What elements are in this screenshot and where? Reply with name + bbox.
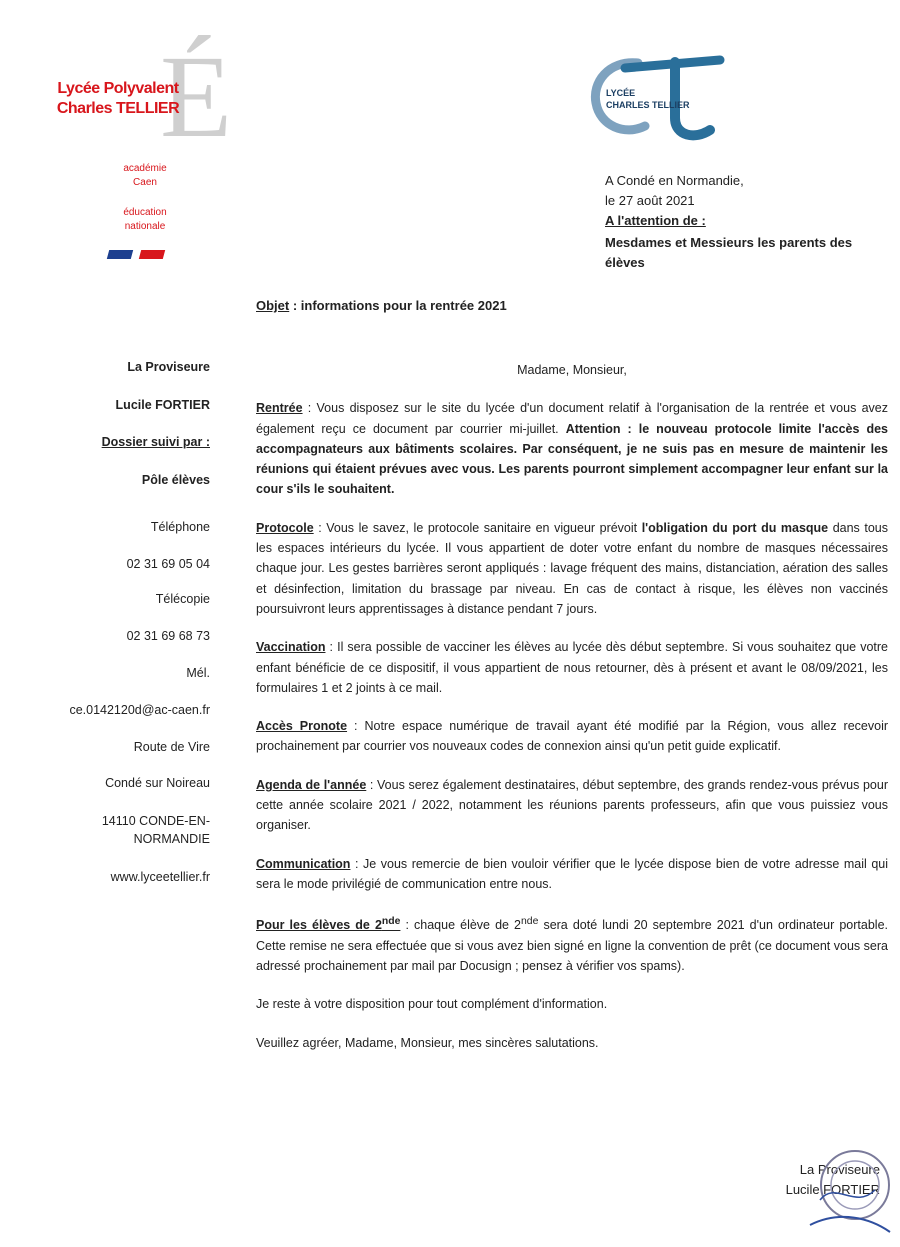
mail-label: Mél. bbox=[186, 666, 210, 680]
dossier-value: Pôle élèves bbox=[141, 473, 210, 487]
greeting: Madame, Monsieur, bbox=[517, 363, 627, 377]
fax-label: Télécopie bbox=[155, 592, 210, 606]
rentree-label: Rentrée bbox=[256, 401, 303, 416]
paragraph-rentree bbox=[256, 398, 888, 499]
e-letter-logo-mark: É bbox=[160, 31, 233, 162]
website: www.lyceetellier.fr bbox=[110, 870, 210, 884]
agenda-text: : Vous serez également destinataires, début septembre, des grands rendez-vous prévus pour cette année scolaire 2021 / 2022, notamment les réunions parents professeurs, afin que vous puissiez vous organiser. bbox=[256, 777, 888, 833]
closing-line1: Je reste à votre disposition pour tout complément d'information. bbox=[256, 997, 608, 1012]
tel-label: Téléphone bbox=[150, 520, 210, 534]
address-line2: Condé sur Noireau bbox=[105, 776, 210, 790]
rentree-bold: Attention : le nouveau protocole limite l'accès des accompagnateurs aux bâtiments scolaires. Par conséquent, je ne suis pas en mesure de maintenir les réunions qui étaient prévues avec vous. Les parents pourront simplement accompagner leur enfant sur la cour s'ils le souhaitent. bbox=[256, 421, 888, 497]
left-name: Lucile FORTIER bbox=[115, 398, 210, 412]
logo-school-line2: Charles TELLIER bbox=[56, 100, 180, 117]
acces-label: Accès Pronote bbox=[256, 719, 348, 734]
rentree-text: : Vous disposez sur le site du lycée d'un document relatif à l'organisation de la rentrée et vous avez également reçu ce document par courrier mi-juillet. bbox=[256, 401, 888, 436]
left-title: La Proviseure bbox=[127, 360, 210, 374]
attention-label: A l'attention de : bbox=[605, 213, 706, 228]
letter-body bbox=[256, 360, 888, 1071]
fax-value: 02 31 69 68 73 bbox=[126, 629, 210, 643]
paragraph-eleves-2nde bbox=[256, 912, 888, 976]
logo-ministere-line1: éducation bbox=[123, 207, 167, 218]
protocole-label: Protocole bbox=[256, 520, 314, 535]
lycee-logo-left bbox=[40, 31, 233, 268]
place-line: A Condé en Normandie, bbox=[605, 173, 744, 188]
object-label: Objet bbox=[256, 298, 290, 313]
tel-value: 02 31 69 05 04 bbox=[126, 557, 210, 571]
communication-label: Communication bbox=[256, 856, 351, 871]
vaccination-label: Vaccination bbox=[256, 640, 326, 655]
paragraph-agenda bbox=[256, 775, 888, 836]
logo-right-line2: CHARLES TELLIER bbox=[606, 100, 690, 110]
flag-blue-stripe bbox=[107, 250, 133, 259]
paragraph-communication bbox=[256, 854, 888, 895]
protocole-text2: dans tous les espaces intérieurs du lycée. Il vous appartient de doter votre enfant du nombre de masques nécessaires chaque jour. Les gestes barrières seront appliqués : lavage fréquent des mains, distanciation, aération des salles et désinfection, limitation du brassage par niveau. En cas de contact à risque, les élèves non vaccinés poursuivront leurs apprentissages à distance pendant 7 jours. bbox=[256, 520, 888, 616]
eleves-label bbox=[256, 918, 400, 932]
object-line bbox=[256, 296, 507, 316]
signature-name: Lucile FORTIER bbox=[785, 1182, 880, 1197]
logo-school-line1: Lycée Polyvalent bbox=[57, 80, 179, 97]
recipients-line2: élèves bbox=[605, 255, 645, 270]
dossier-label: Dossier suivi par : bbox=[101, 435, 210, 449]
protocole-bold: l'obligation du port du masque bbox=[641, 520, 829, 535]
ct-logo-mark bbox=[590, 48, 780, 143]
logo-ministere-line2: nationale bbox=[124, 221, 166, 232]
official-stamp-seal bbox=[800, 1140, 895, 1245]
logo-academie-line1: académie bbox=[123, 163, 167, 174]
acces-text: : Notre espace numérique de travail ayant été modifié par la Région, vous allez recevoir prochainement par courrier vos nouveaux codes de connexion ainsi qu'un petit guide explicatif. bbox=[256, 719, 889, 754]
vaccination-text: : Il sera possible de vacciner les élèves au lycée dès début septembre. Si vous souhaitez que votre enfant bénéficie de ce dispositif, il vous appartient de nous retourner, dès à présent et avant le 08/09/2021, les formulaires 1 et 2 joints à ce mail. bbox=[256, 640, 888, 695]
protocole-text1: : Vous le savez, le protocole sanitaire en vigueur prévoit bbox=[313, 520, 642, 535]
eleves-text-sup: nde bbox=[521, 916, 539, 928]
eleves-text1: : chaque élève de 2 bbox=[400, 918, 521, 933]
date-line: le 27 août 2021 bbox=[605, 193, 695, 208]
communication-text: : Je vous remercie de bien vouloir vérifier que le lycée dispose bien de votre adresse mail qui sera le mode privilégié de communication entre nous. bbox=[256, 856, 888, 891]
object-text: : informations pour la rentrée 2021 bbox=[289, 298, 507, 313]
eleves-label-text: Pour les élèves de 2 bbox=[256, 918, 382, 933]
flag-red-stripe bbox=[139, 250, 165, 259]
paragraph-protocole bbox=[256, 518, 888, 619]
signature-title: La Proviseure bbox=[799, 1162, 880, 1177]
eleves-label-sup: nde bbox=[381, 916, 401, 928]
recipients-line1: Mesdames et Messieurs les parents des bbox=[605, 235, 853, 250]
logo-academie-line2: Caen bbox=[133, 177, 157, 188]
paragraph-acces-pronote bbox=[256, 716, 888, 757]
mail-value: ce.0142120d@ac-caen.fr bbox=[69, 703, 210, 717]
address-line1: Route de Vire bbox=[133, 740, 210, 754]
agenda-label: Agenda de l'année bbox=[256, 777, 367, 792]
address-line3a: 14110 CONDE-EN- bbox=[101, 814, 210, 828]
logo-right-line1: LYCÉE bbox=[606, 88, 636, 98]
closing-line2: Veuillez agréer, Madame, Monsieur, mes sincères salutations. bbox=[256, 1035, 599, 1050]
address-line3b: NORMANDIE bbox=[133, 832, 210, 846]
eleves-text2: sera doté lundi 20 septembre 2021 d'un ordinateur portable. Cette remise ne sera effectuée que si vous avez bien signé en ligne la convention de prêt (ce document vous sera adressé prochainement par mail par Docusign ; pensez à vérifier vos spams). bbox=[256, 918, 888, 973]
lycee-logo-right bbox=[590, 48, 780, 143]
paragraph-vaccination bbox=[256, 637, 888, 698]
